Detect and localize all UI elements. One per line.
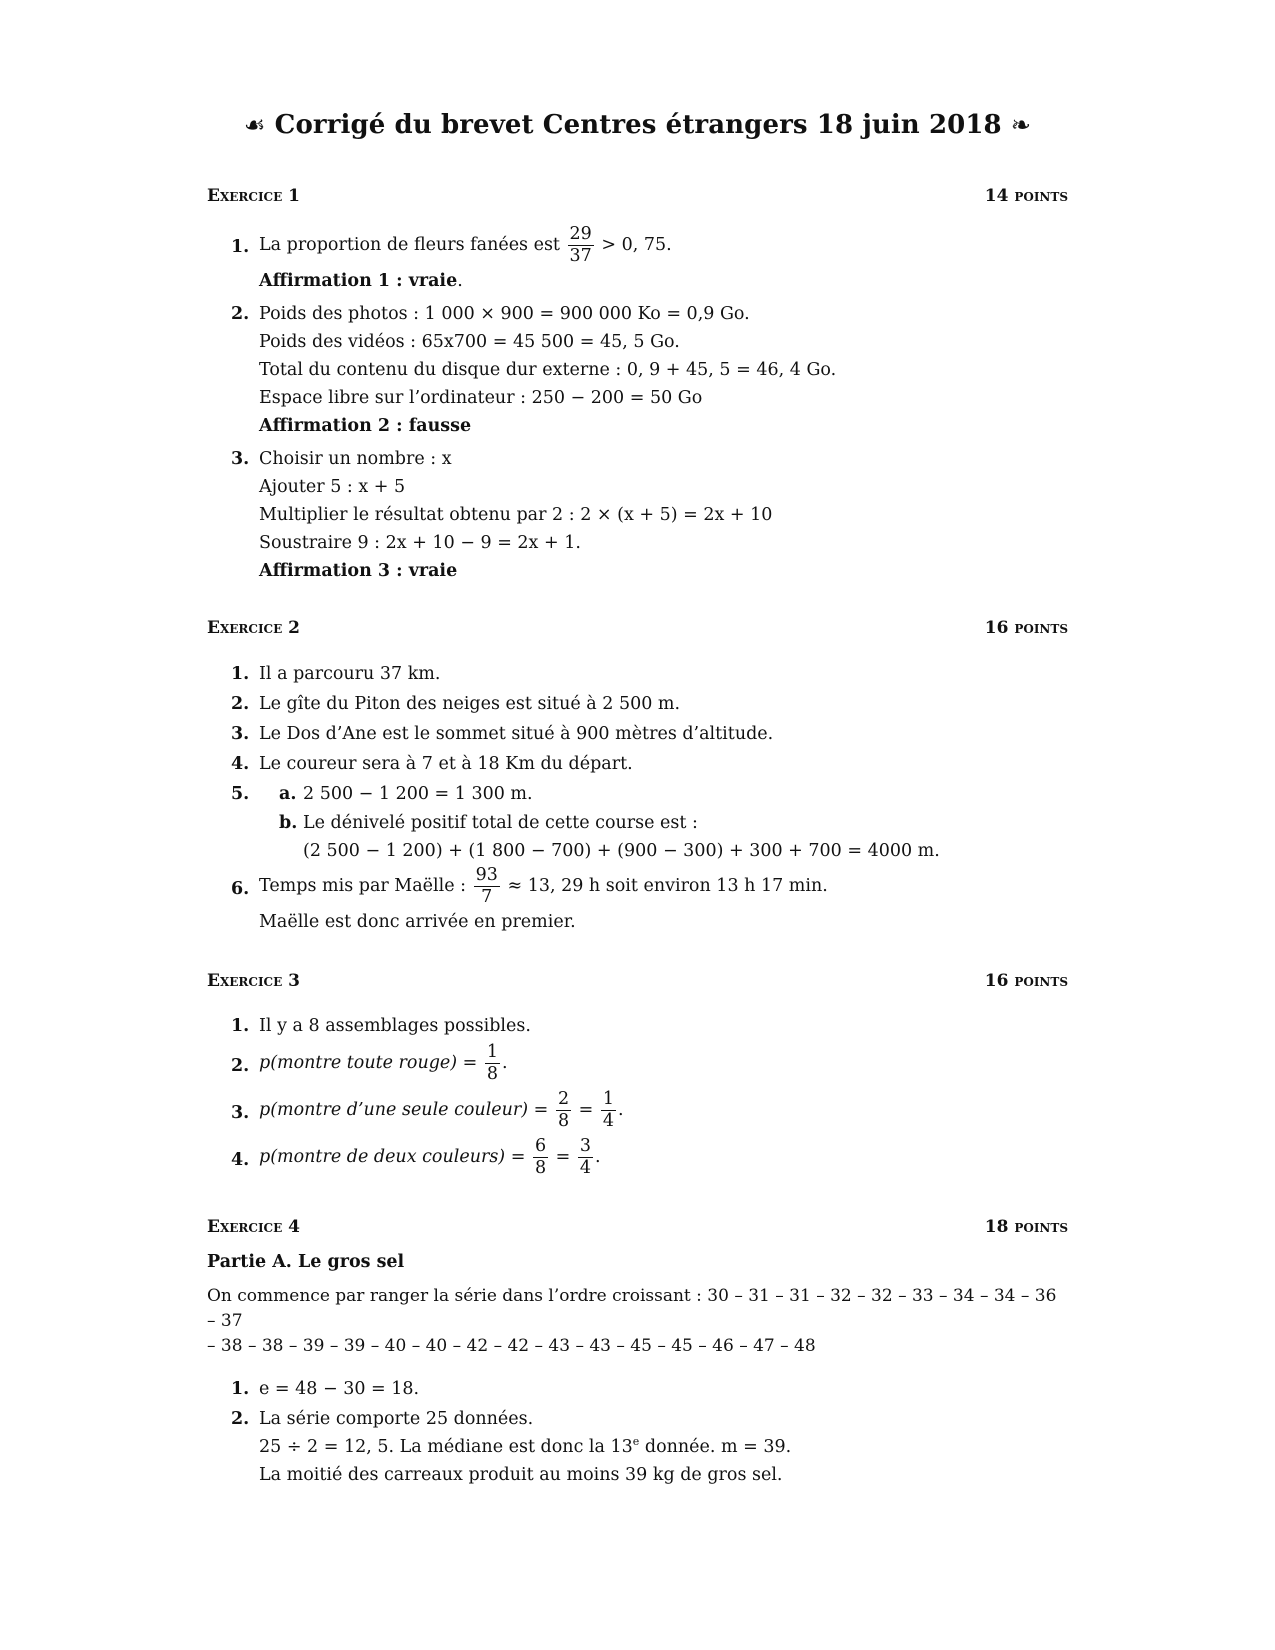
- exercise-2-q1: 1. Il a parcouru 37 km.: [231, 664, 441, 684]
- q1-fraction: $\frac{29}{37}$: [569, 224, 592, 266]
- exercise-4-body: [207, 1248, 1068, 1489]
- exercise-1-q1-conclusion: Affirmation 1 : vraie.: [259, 271, 463, 291]
- title-text: Corrigé du brevet Centres étrangers 18 juin 2018: [274, 110, 1002, 140]
- exercise-4-q1: 1. e = 48 − 30 = 18.: [231, 1379, 420, 1399]
- exercise-2-q4: 4. Le coureur sera à 7 et à 18 Km du départ.: [231, 754, 633, 774]
- exercise-3-q2: 2. p(montre toute rouge) = $\frac{1}{8}$ .: [231, 1042, 508, 1084]
- exercise-4-part-a-title: Partie A. Le gros sel: [207, 1252, 405, 1272]
- exercise-3-points: 16 points: [984, 971, 1068, 991]
- exercise-2-points: 16 points: [984, 618, 1068, 638]
- exercise-3-q4: 4. p(montre de deux couleurs) = $\frac{6}{8}$ = $\frac{3}{4}$ .: [231, 1136, 601, 1178]
- exercise-2-body: [207, 659, 1068, 936]
- exercise-4-points: 18 points: [984, 1217, 1068, 1237]
- exercise-2-q5a: a. 2 500 − 1 200 = 1 300 m.: [279, 784, 533, 804]
- q1-after: > 0, 75.: [601, 235, 672, 255]
- exercise-3-q1: 1. Il y a 8 assemblages possibles.: [231, 1016, 531, 1036]
- exercise-2-header: [207, 618, 1068, 638]
- exercise-2-q3: 3. Le Dos d’Ane est le sommet situé à 900 mètres d’altitude.: [231, 724, 774, 744]
- exercise-1-body: [207, 224, 1068, 585]
- exercise-1-title: Exercice 1: [207, 186, 300, 206]
- q6-fraction: $\frac{93}{7}$: [475, 865, 498, 907]
- exercise-1-q3: 3. Choisir un nombre : x Ajouter 5 : x + 5 Multiplier le résultat obtenu par 2 : 2 × (x + 5) = 2x + 10 Soustraire 9 : 2x + 10 − 9 = 2x + 1. Affirmation 3 : vraie: [231, 449, 773, 581]
- exercise-2-title: Exercice 2: [207, 618, 300, 638]
- exercise-2-q5b: b. Le dénivelé positif total de cette course est :: [279, 813, 698, 833]
- exercise-4-q2: 2. La série comporte 25 données. 25 ÷ 2 = 12, 5. La médiane est donc la 13e donnée. m = 39. La moitié des carreaux produit au moins 39 kg de gros sel.: [231, 1409, 792, 1485]
- exercise-1-points: 14 points: [984, 186, 1068, 206]
- exercise-3-q3: 3. p(montre d’une seule couleur) = $\frac{2}{8}$ = $\frac{1}{4}$ .: [231, 1089, 624, 1131]
- exercise-3-header: [207, 971, 1068, 991]
- exercise-2-q2: 2. Le gîte du Piton des neiges est situé à 2 500 m.: [231, 694, 681, 714]
- exercise-1-header: [207, 186, 1068, 206]
- page-title: [0, 110, 1275, 140]
- ornament-left-icon: ☙: [243, 111, 266, 139]
- exercise-2-q5: 5. a. 2 500 − 1 200 = 1 300 m. b. Le dénivelé positif total de cette course est : (2 500 − 1 200) + (1 800 − 700) + (900 − 300) + 300 + 700 = 4000 m.: [207, 779, 1068, 865]
- exercise-3-body: [207, 1012, 1068, 1179]
- exercise-1-q2: 2. Poids des photos : 1 000 × 900 = 900 000 Ko = 0,9 Go. Poids des vidéos : 65x700 = 45 500 = 45, 5 Go. Total du contenu du disque dur externe : 0, 9 + 45, 5 = 46, 4 Go. Espace libre sur l’ordinateur : 250 − 200 = 50 Go Affirmation 2 : fausse: [231, 304, 837, 436]
- exercise-4-header: [207, 1217, 1068, 1237]
- exercise-2-q5b-calc: (2 500 − 1 200) + (1 800 − 700) + (900 − 300) + 300 + 700 = 4000 m.: [303, 841, 940, 861]
- q1-text: La proportion de fleurs fanées est: [259, 235, 560, 255]
- ornament-right-icon: ❧: [1010, 111, 1032, 139]
- exercise-1-q1: 1. La proportion de fleurs fanées est $\frac{29}{37}$ > 0, 75.: [231, 224, 672, 266]
- exercise-4-title: Exercice 4: [207, 1217, 300, 1237]
- exercise-4-intro: On commence par ranger la série dans l’ordre croissant : 30 – 31 – 31 – 32 – 32 – 33 – 34 – 34 – 36 – 37 – 38 – 38 – 39 – 39 – 40 – 40 – 42 – 42 – 43 – 43 – 45 – 45 – 46 – 47 – 48: [207, 1286, 1057, 1356]
- exercise-3-title: Exercice 3: [207, 971, 300, 991]
- exercise-2-q6: 6. Temps mis par Maëlle : $\frac{93}{7}$ ≈ 13, 29 h soit environ 13 h 17 min. Maëlle est donc arrivée en premier.: [231, 865, 828, 932]
